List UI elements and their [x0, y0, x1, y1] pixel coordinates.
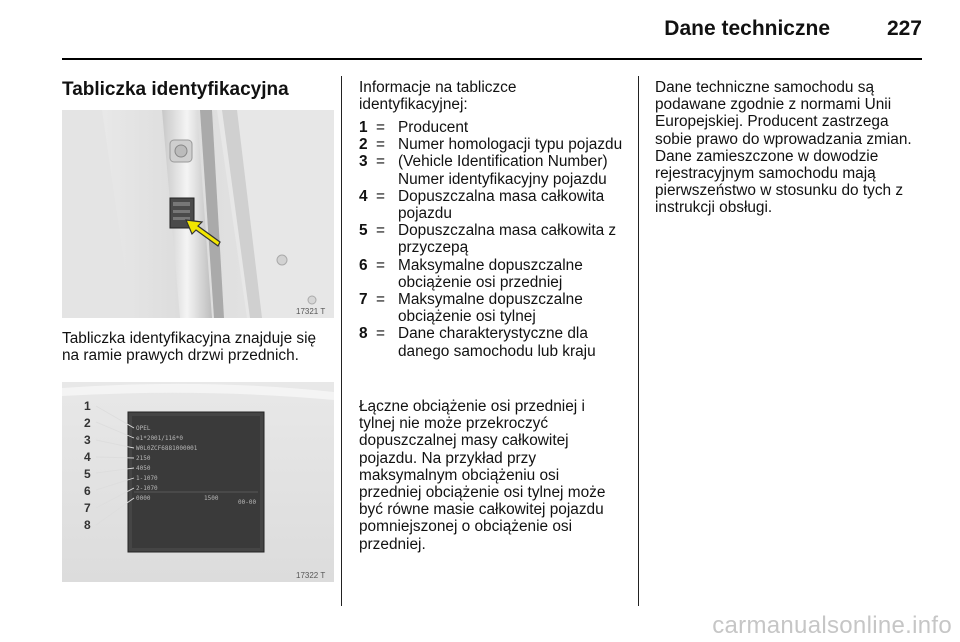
callout-3: 3: [84, 433, 91, 447]
list-item: [359, 222, 625, 256]
plate-line-9: 1500: [204, 495, 219, 502]
callout-1: 1: [84, 399, 91, 413]
item-number: 6: [359, 256, 368, 274]
photo1-code: 17321 T: [296, 307, 326, 316]
plate-line-2: e1*2001/116*0: [136, 435, 183, 442]
callout-5: 5: [84, 467, 91, 481]
item-text: Maksymalne dopuszczalne obciążenie osi tylnej: [398, 291, 583, 326]
item-number: 1: [359, 119, 368, 136]
list-intro: Informacje na tabliczce identyfikacyjnej:: [359, 79, 517, 114]
chapter-title: Dane techniczne: [664, 17, 830, 40]
plate-info-list: [359, 119, 625, 360]
item-text: Dopuszczalna masa całkowita pojazdu: [398, 187, 605, 223]
page-number: 227: [886, 17, 922, 40]
column-divider-2: [638, 76, 639, 606]
plate-line-1: OPEL: [136, 425, 151, 432]
item-equals: =: [376, 291, 385, 309]
item-number: 5: [359, 222, 368, 240]
section-title: Tabliczka identyfikacyjna: [62, 79, 289, 100]
plate-line-4: 2150: [136, 455, 151, 462]
item-number: 4: [359, 187, 368, 205]
item-equals: =: [376, 222, 385, 240]
list-item: [359, 291, 625, 325]
item-text: Producent: [398, 119, 469, 136]
plate-line-10: 00-00: [238, 499, 257, 506]
callout-7: 7: [84, 501, 91, 515]
list-item: [359, 153, 625, 187]
page-header: [0, 0, 960, 62]
item-equals: =: [376, 136, 385, 154]
site-watermark: carmanualsonline.info: [712, 612, 952, 639]
item-text: Maksymalne dopuszczalne obciążenie osi przedniej: [398, 256, 583, 291]
item-equals: =: [376, 119, 385, 136]
header-rule: [62, 58, 922, 60]
item-equals: =: [376, 256, 385, 274]
item-equals: =: [376, 325, 385, 343]
plate-line-8: 0000: [136, 495, 151, 502]
list-item: [359, 325, 625, 359]
list-item: [359, 119, 625, 136]
item-text: Numer homologacji typu pojazdu: [398, 136, 623, 154]
photo2-code: 17322 T: [296, 571, 326, 580]
item-text: Dane charakterystyczne dla danego samochodu lub kraju: [398, 325, 596, 360]
item-number: 7: [359, 291, 368, 309]
door-frame-photo: [62, 110, 334, 318]
plate-line-5: 4050: [136, 465, 151, 472]
plate-location-text: Tabliczka identyfikacyjna znajduje się na ramie prawych drzwi przednich.: [62, 330, 317, 365]
item-equals: =: [376, 187, 385, 205]
item-number: 8: [359, 325, 368, 343]
callout-8: 8: [84, 518, 91, 532]
list-item: [359, 257, 625, 291]
item-text: (Vehicle Identification Number) Numer identyfikacyjny pojazdu: [398, 153, 608, 188]
callout-6: 6: [84, 484, 91, 498]
plate-line-6: 1-1070: [136, 475, 158, 482]
column-divider-1: [341, 76, 342, 606]
plate-line-7: 2-1070: [136, 485, 158, 492]
plate-line-3: W0L0ZCF6881000001: [136, 445, 198, 452]
list-item: [359, 136, 625, 153]
item-number: 3: [359, 153, 368, 171]
callout-4: 4: [84, 450, 91, 464]
identification-plate-photo: [62, 382, 334, 582]
callout-2: 2: [84, 416, 91, 430]
item-text: Dopuszczalna masa całkowita z przyczepą: [398, 222, 617, 257]
technical-data-note: Dane techniczne samochodu są podawane zgodnie z normami Unii Europejskiej. Producent zastrzega sobie prawo do wprowadzania zmian. Dane zamieszczone w dowodzie rejestracyjnym samochodu mają pierwszeństwo w stosunku do tych z instrukcji obsługi.: [655, 79, 912, 217]
axle-load-note: Łączne obciążenie osi przedniej i tylnej nie może przekroczyć dopuszczalnej masy całkowitej pojazdu. Na przykład przy maksymalnym obciążeniu osi przedniej obciążenie osi tylnej może być równe masie całkowitej pojazdu pomniejszonej o obciążenie osi przedniej.: [359, 398, 606, 553]
item-number: 2: [359, 136, 368, 154]
item-equals: =: [376, 153, 385, 171]
list-item: [359, 188, 625, 222]
